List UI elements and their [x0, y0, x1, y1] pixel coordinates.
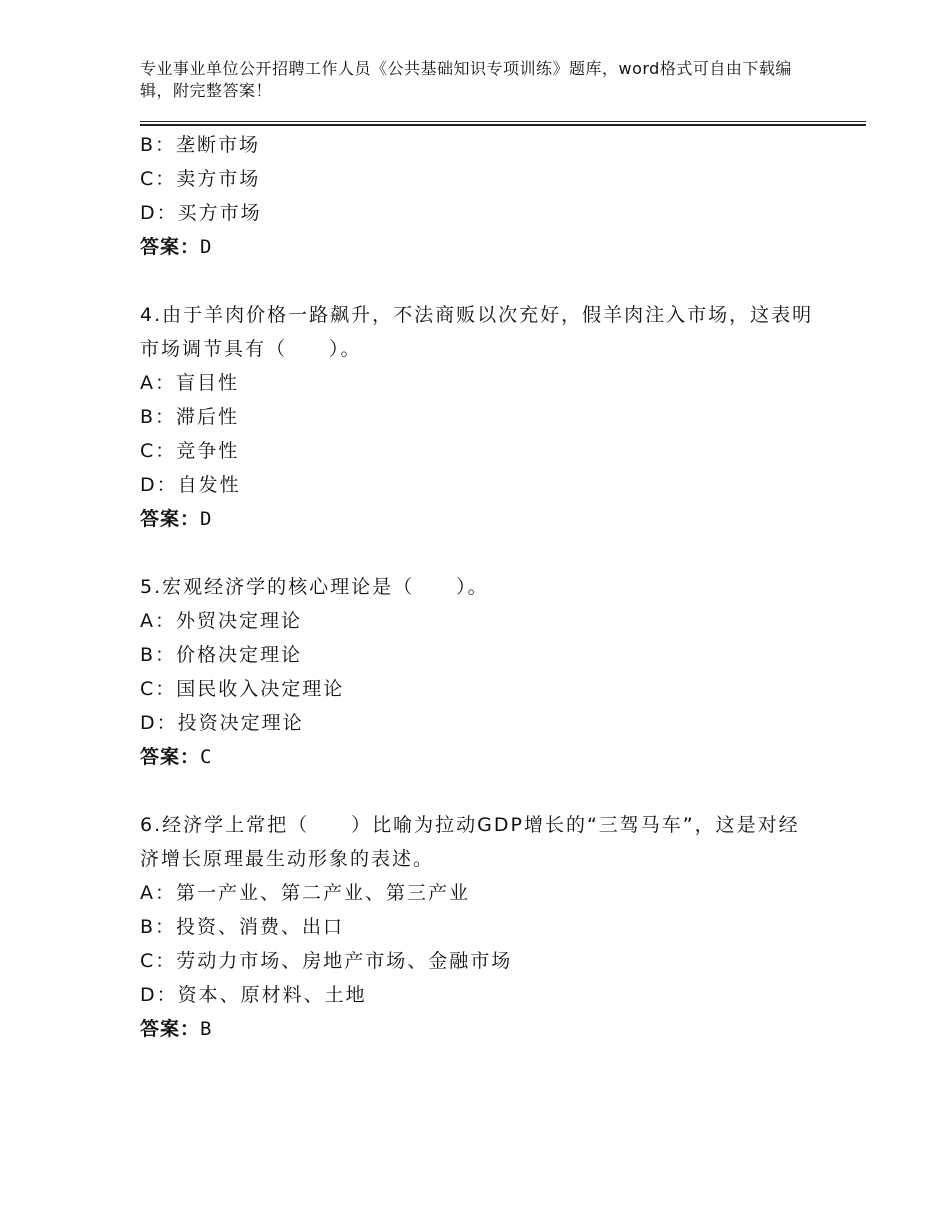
answer-value: D: [200, 508, 213, 530]
spacer: [140, 264, 820, 298]
spacer: [140, 536, 820, 570]
header-rule-thin: [140, 121, 866, 122]
answer-label: 答案：: [140, 1018, 201, 1040]
option-c: C：国民收入决定理论: [140, 678, 345, 700]
question-4: [140, 298, 820, 536]
option-b: B：价格决定理论: [140, 644, 303, 666]
option-d: D：资本、原材料、土地: [140, 984, 367, 1006]
answer-label: 答案：: [140, 746, 201, 768]
option-c: C：竞争性: [140, 440, 240, 462]
option-d: D：买方市场: [140, 202, 262, 224]
option-a: A：第一产业、第二产业、第三产业: [140, 882, 470, 904]
header-rule-thick: [140, 124, 866, 126]
question-5: [140, 570, 820, 774]
option-d: D：投资决定理论: [140, 712, 304, 734]
option-a: A：盲目性: [140, 372, 239, 394]
answer-line: [140, 1012, 820, 1046]
option-a: A：外贸决定理论: [140, 610, 302, 632]
answer-label: 答案：: [140, 508, 201, 530]
option-b: B：滞后性: [140, 406, 240, 428]
option-b: B：投资、消费、出口: [140, 916, 345, 938]
page-header: 专业事业单位公开招聘工作人员《公共基础知识专项训练》题库，word格式可自由下载编辑，附完整答案！: [140, 59, 792, 100]
question-stem: 5.宏观经济学的核心理论是（ ）。: [140, 576, 489, 598]
option-b: B：垄断市场: [140, 134, 261, 156]
question-stem: 6.经济学上常把（ ）比喻为拉动GDP增长的“三驾马车”，这是对经济增长原理最生动形象的表述。: [140, 814, 800, 870]
answer-value: B: [200, 1018, 213, 1040]
answer-label: 答案：: [140, 236, 201, 258]
answer-line: [140, 502, 820, 536]
answer-line: [140, 740, 820, 774]
question-list: [140, 128, 820, 1046]
question-6: [140, 808, 820, 1046]
question-3: [140, 128, 820, 264]
option-c: C：劳动力市场、房地产市场、金融市场: [140, 950, 513, 972]
answer-value: C: [200, 746, 213, 768]
answer-line: [140, 230, 820, 264]
answer-value: D: [200, 236, 213, 258]
spacer: [140, 774, 820, 808]
option-d: D：自发性: [140, 474, 241, 496]
option-c: C：卖方市场: [140, 168, 261, 190]
question-stem: 4.由于羊肉价格一路飙升，不法商贩以次充好，假羊肉注入市场，这表明市场调节具有（ ）。: [140, 304, 814, 360]
